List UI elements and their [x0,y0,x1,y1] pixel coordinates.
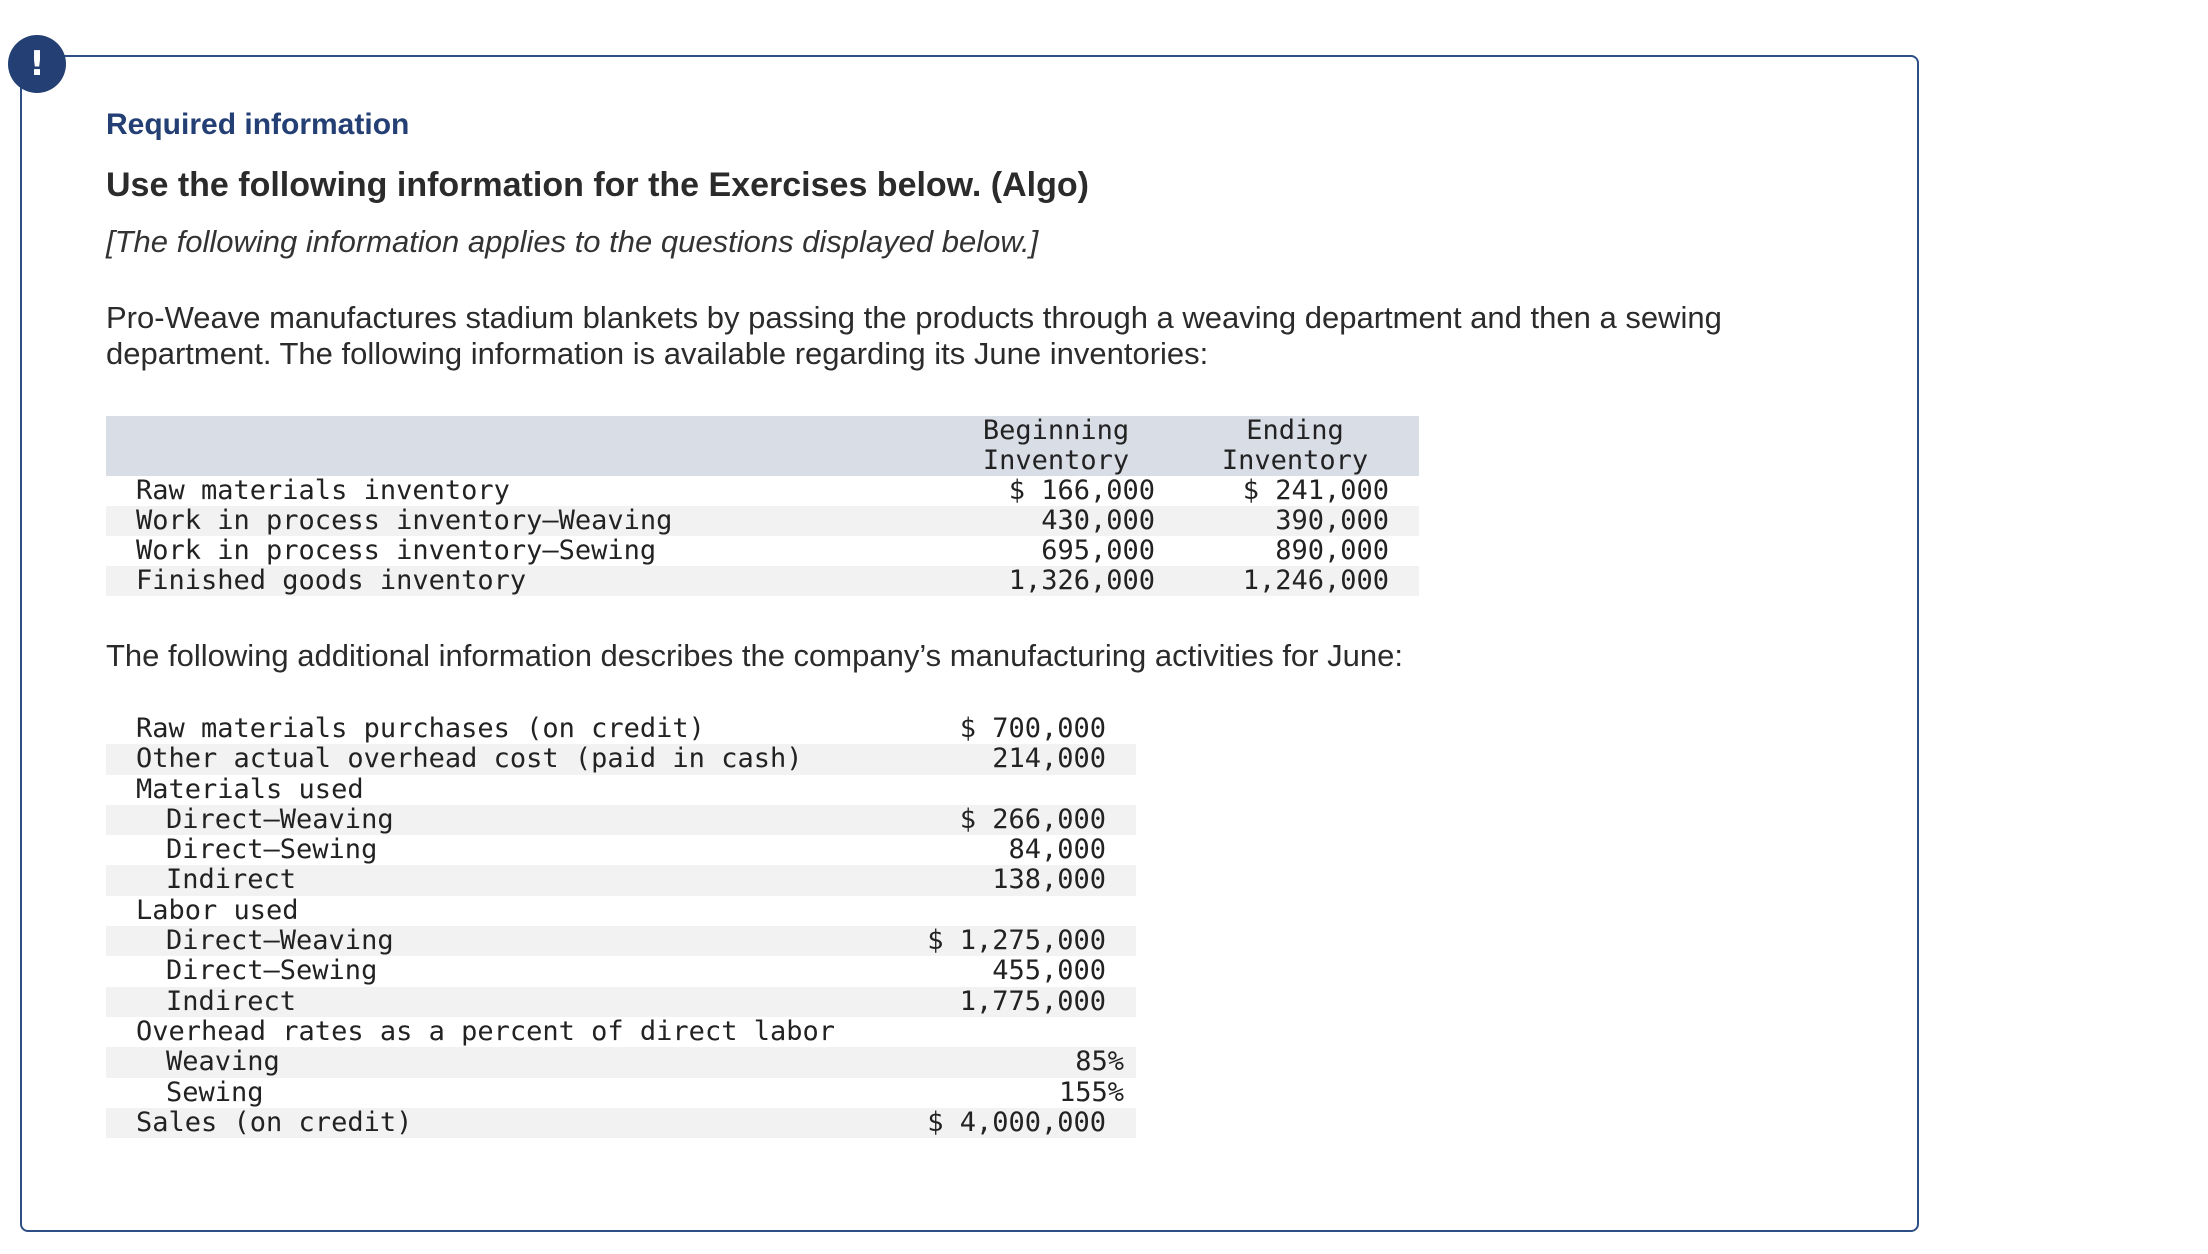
section-label: Materials used [136,773,364,805]
row-label: Work in process inventory—Sewing [136,535,657,566]
section-label: Overhead rates as a percent of direct labor [136,1015,835,1047]
row-value: $ 4,000,000 [927,1106,1106,1138]
row-value: 138,000 [992,864,1106,896]
section-label: Labor used [136,894,299,926]
intro-paragraph: Pro-Weave manufactures stadium blankets by passing the products through a weaving department and then a sewing department. The following information is available regarding its June inventories: [106,300,1722,371]
table-row [106,1078,1136,1108]
row-value: $ 700,000 [959,713,1106,744]
row-label: Raw materials inventory [136,475,510,506]
header-line: Beginning [982,415,1130,446]
row-label: Direct—Weaving [166,925,394,957]
ending-inventory-header [1175,416,1415,476]
exercise-title: Use the following information for the Exercises below. (Algo) [106,166,1089,204]
row-label: Sewing [166,1076,264,1108]
row-value: 455,000 [992,955,1106,987]
row-value: 84,000 [1008,834,1106,866]
header-line: Inventory [982,445,1130,476]
additional-info-paragraph: The following additional information describes the company’s manufacturing activities for June: [106,638,1403,673]
table-row [106,1047,1136,1077]
table-row [106,987,1136,1017]
row-label: Weaving [166,1046,280,1078]
row-value: $ 266,000 [959,803,1106,835]
row-value: 214,000 [992,743,1106,775]
row-label: Raw materials purchases (on credit) [136,713,705,744]
table-row [106,1017,1136,1047]
row-value: 1,775,000 [959,985,1106,1017]
row-label: Direct—Sewing [166,955,378,987]
row-value: 155% [1058,1076,1124,1108]
table-row [106,896,1136,926]
table-row [106,835,1136,865]
inventory-table-header [106,416,1419,476]
inventory-table [106,416,1419,596]
row-label: Finished goods inventory [136,565,527,596]
beginning-value: $ 166,000 [1008,475,1155,506]
applies-note: [The following information applies to the questions displayed below.] [106,224,1039,259]
table-row [106,775,1136,805]
row-label: Indirect [166,864,297,896]
ending-value: 1,246,000 [1242,565,1389,596]
row-value: $ 1,275,000 [927,925,1106,957]
table-row [106,1108,1136,1138]
required-information-heading: Required information [106,108,410,141]
row-label: Direct—Sewing [166,834,378,866]
table-row [106,926,1136,956]
beginning-inventory-header [936,416,1176,476]
ending-value: 890,000 [1275,535,1389,566]
table-row [106,536,1419,566]
table-row [106,865,1136,895]
table-row [106,566,1419,596]
row-label: Sales (on credit) [136,1106,413,1138]
ending-value: 390,000 [1275,505,1389,536]
table-row [106,744,1136,774]
ending-value: $ 241,000 [1242,475,1389,506]
beginning-value: 430,000 [1041,505,1155,536]
row-label: Indirect [166,985,297,1017]
table-row [106,956,1136,986]
table-row [106,476,1419,506]
row-label: Direct—Weaving [166,803,394,835]
row-label: Other actual overhead cost (paid in cash) [136,743,803,775]
beginning-value: 695,000 [1041,535,1155,566]
header-line: Ending [1246,415,1344,446]
alert-icon: ! [8,35,66,93]
activities-table [106,714,1136,1138]
table-row [106,805,1136,835]
row-label: Work in process inventory—Weaving [136,505,673,536]
table-row [106,506,1419,536]
beginning-value: 1,326,000 [1008,565,1155,596]
row-value: 85% [1075,1046,1124,1078]
header-line: Inventory [1221,445,1369,476]
table-row [106,714,1136,744]
